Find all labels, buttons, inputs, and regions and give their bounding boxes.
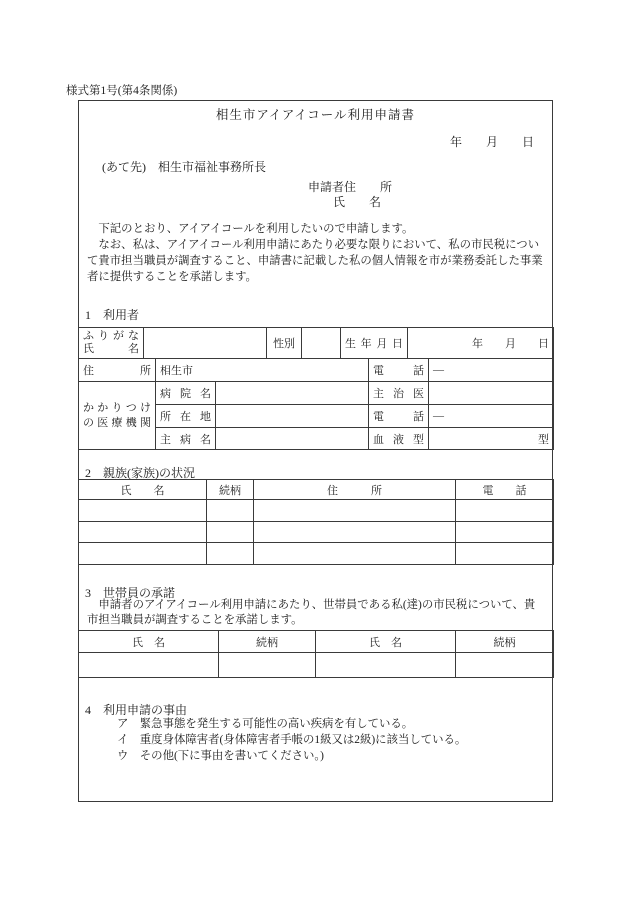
name-label: 氏名 xyxy=(83,343,139,355)
section2-heading: 2 親族(家族)の状況 xyxy=(85,466,195,480)
relative-row xyxy=(79,522,554,543)
location-label: 所在地 xyxy=(156,405,216,428)
section1-heading: 1 利用者 xyxy=(85,308,140,322)
clinic-phone-value: ― xyxy=(429,405,554,428)
relative-phone-cell xyxy=(456,522,554,543)
section3-heading: 3 世帯員の承諾 xyxy=(85,586,176,600)
relative-phone-header: 電 話 xyxy=(456,480,554,500)
disease-entry xyxy=(216,428,369,450)
relative-name-cell xyxy=(79,522,207,543)
furigana-label: ふりがな xyxy=(83,330,139,342)
household-consent-note xyxy=(87,598,549,628)
blood-type-value: 型 xyxy=(429,428,554,450)
reason-item-a: ア 緊急事態を発生する可能性の高い疾病を有している。 xyxy=(117,718,414,730)
relative-name-cell xyxy=(79,500,207,522)
blood-type-label: 血液型 xyxy=(369,428,429,450)
household-name-cell xyxy=(316,653,456,678)
location-entry xyxy=(216,405,369,428)
address-value: 相生市 xyxy=(156,359,369,382)
household-row xyxy=(79,653,554,678)
household-members-table xyxy=(78,630,554,678)
relatives-table xyxy=(78,479,554,565)
relative-phone-cell xyxy=(456,500,554,522)
section4-heading: 4 利用申請の事由 xyxy=(85,703,188,717)
name-entry-cell xyxy=(144,328,267,359)
applicant-name-label: 氏 名 xyxy=(333,195,382,209)
doctor-entry xyxy=(429,382,554,405)
form-border-box xyxy=(78,100,553,802)
relative-name-cell xyxy=(79,543,207,565)
relative-address-cell xyxy=(254,543,456,565)
phone-value: ― xyxy=(429,359,554,382)
addressee-line: (あて先) 相生市福祉事務所長 xyxy=(102,160,266,174)
household-consent-line: 市担当職員が調査することを承諾します。 xyxy=(87,614,303,626)
reason-item-i: イ 重度身体障害者(身体障害者手帳の1級又は2級)に該当している。 xyxy=(117,734,467,746)
relative-name-header: 氏 名 xyxy=(79,480,207,500)
household-consent-line: 申請者のアイアイコール利用申請にあたり、世帯員である私(達)の市民税について、貴 xyxy=(87,599,536,611)
relative-relation-header: 続柄 xyxy=(207,480,254,500)
birthdate-value: 年 月 日 xyxy=(408,328,554,359)
relative-address-cell xyxy=(254,500,456,522)
relative-relation-cell xyxy=(207,543,254,565)
declaration-line: て貴市担当職員が調査すること、申請書に記載した私の個人情報を市が業務委託した事業 xyxy=(87,255,543,267)
doctor-label: 主治医 xyxy=(369,382,429,405)
household-relation-header: 続柄 xyxy=(219,631,316,653)
phone-label: 電話 xyxy=(369,359,429,382)
relative-row xyxy=(79,500,554,522)
user-info-table xyxy=(78,327,554,450)
declaration-paragraph xyxy=(87,221,549,285)
reason-item-u: ウ その他(下に事由を書いてください。) xyxy=(117,750,324,762)
form-number: 様式第1号(第4条関係) xyxy=(66,85,178,97)
clinic-label: かかりつけ の医療機関 xyxy=(79,382,156,450)
household-relation-cell xyxy=(219,653,316,678)
clinic-phone-label: 電話 xyxy=(369,405,429,428)
furigana-name-label xyxy=(79,328,144,359)
relative-address-cell xyxy=(254,522,456,543)
hospital-name-label: 病院名 xyxy=(156,382,216,405)
declaration-line: 者に提供することを承諾します。 xyxy=(87,271,257,283)
applicant-address-label: 申請者住 所 xyxy=(308,180,393,194)
relative-relation-cell xyxy=(207,500,254,522)
relative-phone-cell xyxy=(456,543,554,565)
birthdate-label: 生年月日 xyxy=(341,328,408,359)
sex-entry-cell xyxy=(302,328,341,359)
household-relation-cell xyxy=(456,653,554,678)
household-relation-header: 続柄 xyxy=(456,631,554,653)
sex-label: 性別 xyxy=(267,328,302,359)
relative-address-header: 住 所 xyxy=(254,480,456,500)
household-name-header: 氏 名 xyxy=(316,631,456,653)
hospital-name-entry xyxy=(216,382,369,405)
declaration-line: なお、私は、アイアイコール利用申請にあたり必要な限りにおいて、私の市民税につい xyxy=(87,239,540,251)
date-line: 年 月 日 xyxy=(449,135,534,149)
disease-label: 主病名 xyxy=(156,428,216,450)
household-name-cell xyxy=(79,653,219,678)
relative-relation-cell xyxy=(207,522,254,543)
form-title: 相生市アイアイコール利用申請書 xyxy=(215,108,416,122)
relative-row xyxy=(79,543,554,565)
application-reason-list xyxy=(117,716,466,764)
address-label: 住所 xyxy=(79,359,156,382)
household-name-header: 氏 名 xyxy=(79,631,219,653)
declaration-line: 下記のとおり、アイアイコールを利用したいので申請します。 xyxy=(87,223,414,235)
